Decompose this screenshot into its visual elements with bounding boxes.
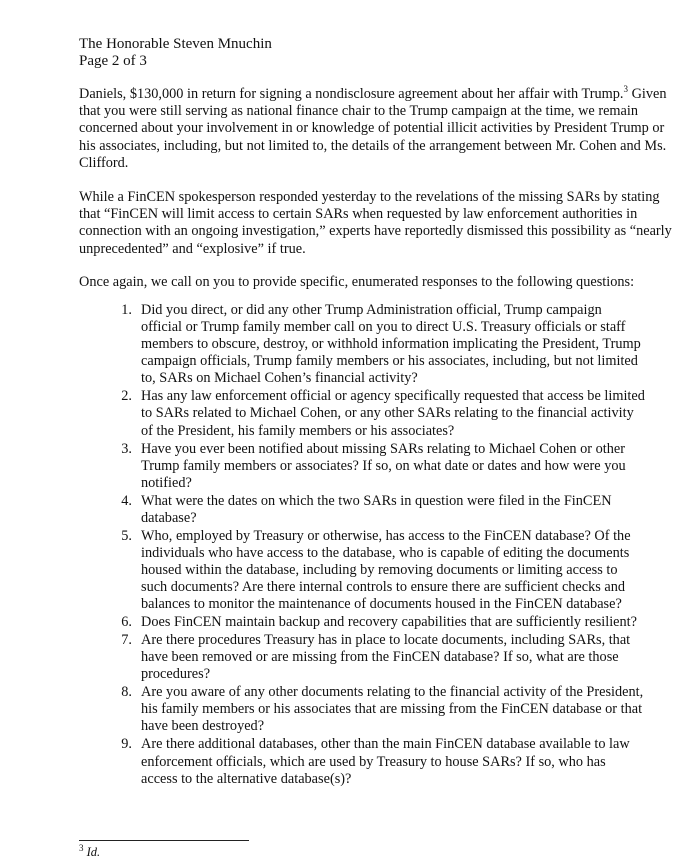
question-number: 9.: [121, 736, 132, 753]
question-text: Who, employed by Treasury or otherwise, has access to the FinCEN database? Of the individuals who have access to the database, who is capable of editing the documents housed within the database, including by removing documents or limiting access to such documents? Are there internal controls to ensure there are sufficient checks and balances to monitor the maintenance of documents housed in the FinCEN database?: [141, 527, 631, 613]
paragraph-fincen-response: While a FinCEN spokesperson responded yesterday to the revelations of the missing SARs by stating that “FinCEN will limit access to certain SARs when requested by law enforcement authorities in connection with an ongoing investigation,” experts have reportedly dismissed this possibility as “nearly unprecedented” and “explosive” if true.: [79, 189, 672, 257]
letter-header: [79, 36, 272, 70]
question-item: [110, 528, 645, 613]
paragraph-1-text-cont: Given that you were still serving as national finance chair to the Trump campaign at the time, we remain concerned about your involvement in or knowledge of potential illicit activities by President Trump or his associates, including, but not limited to, the details of the arrangement between Mr. Cohen and Ms. Clifford.: [79, 86, 667, 171]
question-item: [110, 632, 645, 683]
question-text: Has any law enforcement official or agency specifically requested that access be limited to SARs related to Michael Cohen, or any other SARs relating to the financial activity of the President, his family members or his associates?: [141, 388, 645, 439]
question-number: 2.: [121, 388, 132, 405]
recipient-line: The Honorable Steven Mnuchin: [79, 36, 272, 52]
paragraph-continuation: [79, 86, 679, 172]
question-item: [110, 441, 645, 492]
question-item: [110, 736, 645, 787]
question-item: [110, 614, 645, 631]
question-item: [110, 302, 645, 387]
question-item: [110, 684, 645, 735]
questions-list: [110, 302, 645, 789]
question-text: Are you aware of any other documents relating to the financial activity of the President, his family members or his associates that are missing from the FinCEN database or that have been destroyed?: [141, 684, 644, 735]
footnote-reference: 3: [623, 84, 628, 95]
question-number: 5.: [121, 527, 132, 544]
footnote: [79, 842, 101, 859]
question-item: [110, 388, 645, 439]
question-number: 7.: [121, 632, 132, 649]
question-text: Are there additional databases, other than the main FinCEN database available to law enforcement officials, which are used by Treasury to house SARs? If so, who has access to the alternative database(s)?: [141, 736, 630, 787]
paragraph-questions-intro: Once again, we call on you to provide specific, enumerated responses to the following questions:: [79, 274, 635, 290]
question-text: Did you direct, or did any other Trump Administration official, Trump campaign official or Trump family member call on you to direct U.S. Treasury officials or staff members to obscure, destroy, or withhold information implicating the President, Trump campaign officials, Trump family members or his associates, including, but not limited to, SARs on Michael Cohen’s financial activity?: [141, 302, 641, 387]
footnote-marker: 3: [79, 842, 84, 853]
question-number: 6.: [121, 614, 132, 631]
question-number: 8.: [121, 684, 132, 701]
footnote-divider: [79, 840, 249, 841]
question-number: 4.: [121, 492, 132, 509]
question-text: Does FinCEN maintain backup and recovery capabilities that are sufficiently resilient?: [141, 614, 637, 631]
question-text: What were the dates on which the two SARs in question were filed in the FinCEN database?: [141, 492, 612, 526]
question-number: 1.: [121, 302, 132, 318]
question-text: Are there procedures Treasury has in place to locate documents, including SARs, that have been removed or are missing from the FinCEN database? If so, what are those procedures?: [141, 632, 631, 683]
question-text: Have you ever been notified about missing SARs relating to Michael Cohen or other Trump family members or associates? If so, on what date or dates and how were you notified?: [141, 440, 626, 491]
paragraph-1-text: Daniels, $130,000 in return for signing a nondisclosure agreement about her affair with Trump.: [79, 86, 624, 102]
page-number-line: Page 2 of 3: [79, 53, 147, 69]
footnote-text: Id.: [86, 845, 101, 859]
question-number: 3.: [121, 440, 132, 457]
question-item: [110, 493, 645, 527]
